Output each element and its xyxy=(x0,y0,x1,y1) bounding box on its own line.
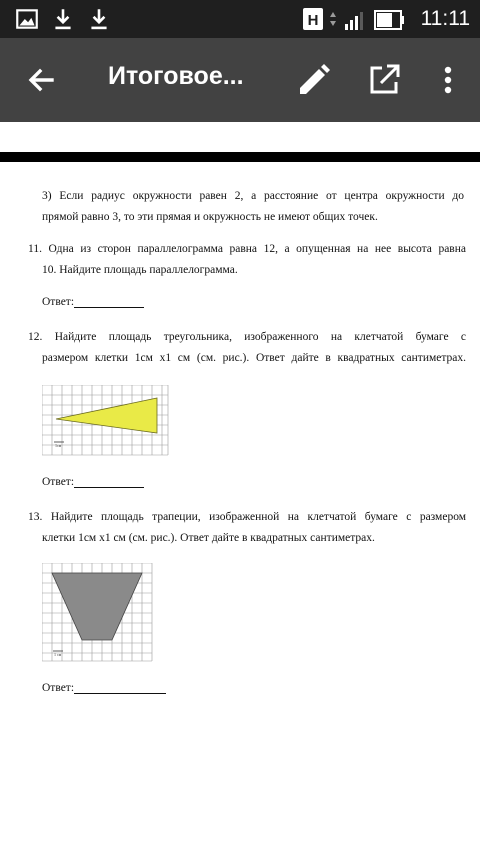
document-page[interactable] xyxy=(0,162,480,854)
text-line: 11. Одна из сторон параллелограмма равна 12, а опущенная на нее высота равна xyxy=(28,243,466,255)
answer-field-13[interactable] xyxy=(42,682,166,694)
question-11 xyxy=(28,239,466,281)
battery-icon xyxy=(374,9,406,36)
back-arrow-icon[interactable] xyxy=(22,60,62,100)
answer-blank[interactable] xyxy=(74,296,144,308)
text-line: 13. Найдите площадь трапеции, изображенной на клетчатой бумаге с размером xyxy=(28,511,466,523)
status-time: 11:11 xyxy=(420,7,470,30)
more-vert-icon[interactable] xyxy=(428,60,468,100)
page-top-border xyxy=(0,152,480,162)
text-line: 3) Если радиус окружности равен 2, а расстояние от центра окружности до xyxy=(42,190,464,202)
answer-label: Ответ: xyxy=(42,476,75,488)
h-network-icon xyxy=(303,8,343,35)
statement-3 xyxy=(42,186,464,228)
image-icon xyxy=(14,6,40,37)
download-icon xyxy=(86,6,112,37)
answer-field-11[interactable] xyxy=(42,296,144,308)
answer-label: Ответ: xyxy=(42,682,75,694)
svg-text:H: H xyxy=(307,12,319,29)
edit-pencil-icon[interactable] xyxy=(294,60,334,100)
document-title: Итоговое... xyxy=(108,62,244,90)
answer-field-12[interactable] xyxy=(42,476,144,488)
scale-label: 1см xyxy=(55,443,62,448)
app-bar xyxy=(0,38,480,122)
text-line: клетки 1см х1 см (см. рис.). Ответ дайте в квадратных сантиметрах. xyxy=(42,532,375,544)
text-line: размером клетки 1см х1 см (см. рис.). Ответ дайте в квадратных сантиметрах. xyxy=(42,352,466,364)
text-line: 12. Найдите площадь треугольника, изображенного на клетчатой бумаге с xyxy=(28,331,466,343)
answer-blank[interactable] xyxy=(74,476,144,488)
answer-blank[interactable] xyxy=(74,682,166,694)
text-line: 10. Найдите площадь параллелограмма. xyxy=(42,264,238,276)
text-line: прямой равно 3, то эти прямая и окружность не имеют общих точек. xyxy=(42,211,378,223)
triangle-figure xyxy=(42,385,170,457)
scale-label: 1 см xyxy=(54,652,62,657)
answer-label: Ответ: xyxy=(42,296,75,308)
open-in-new-icon[interactable] xyxy=(364,60,404,100)
signal-icon xyxy=(344,9,366,36)
download-icon xyxy=(50,6,76,37)
page-gap xyxy=(0,122,480,152)
question-12 xyxy=(28,327,466,369)
trapezoid-figure xyxy=(42,563,158,663)
status-bar xyxy=(0,0,480,38)
question-13 xyxy=(28,507,466,549)
